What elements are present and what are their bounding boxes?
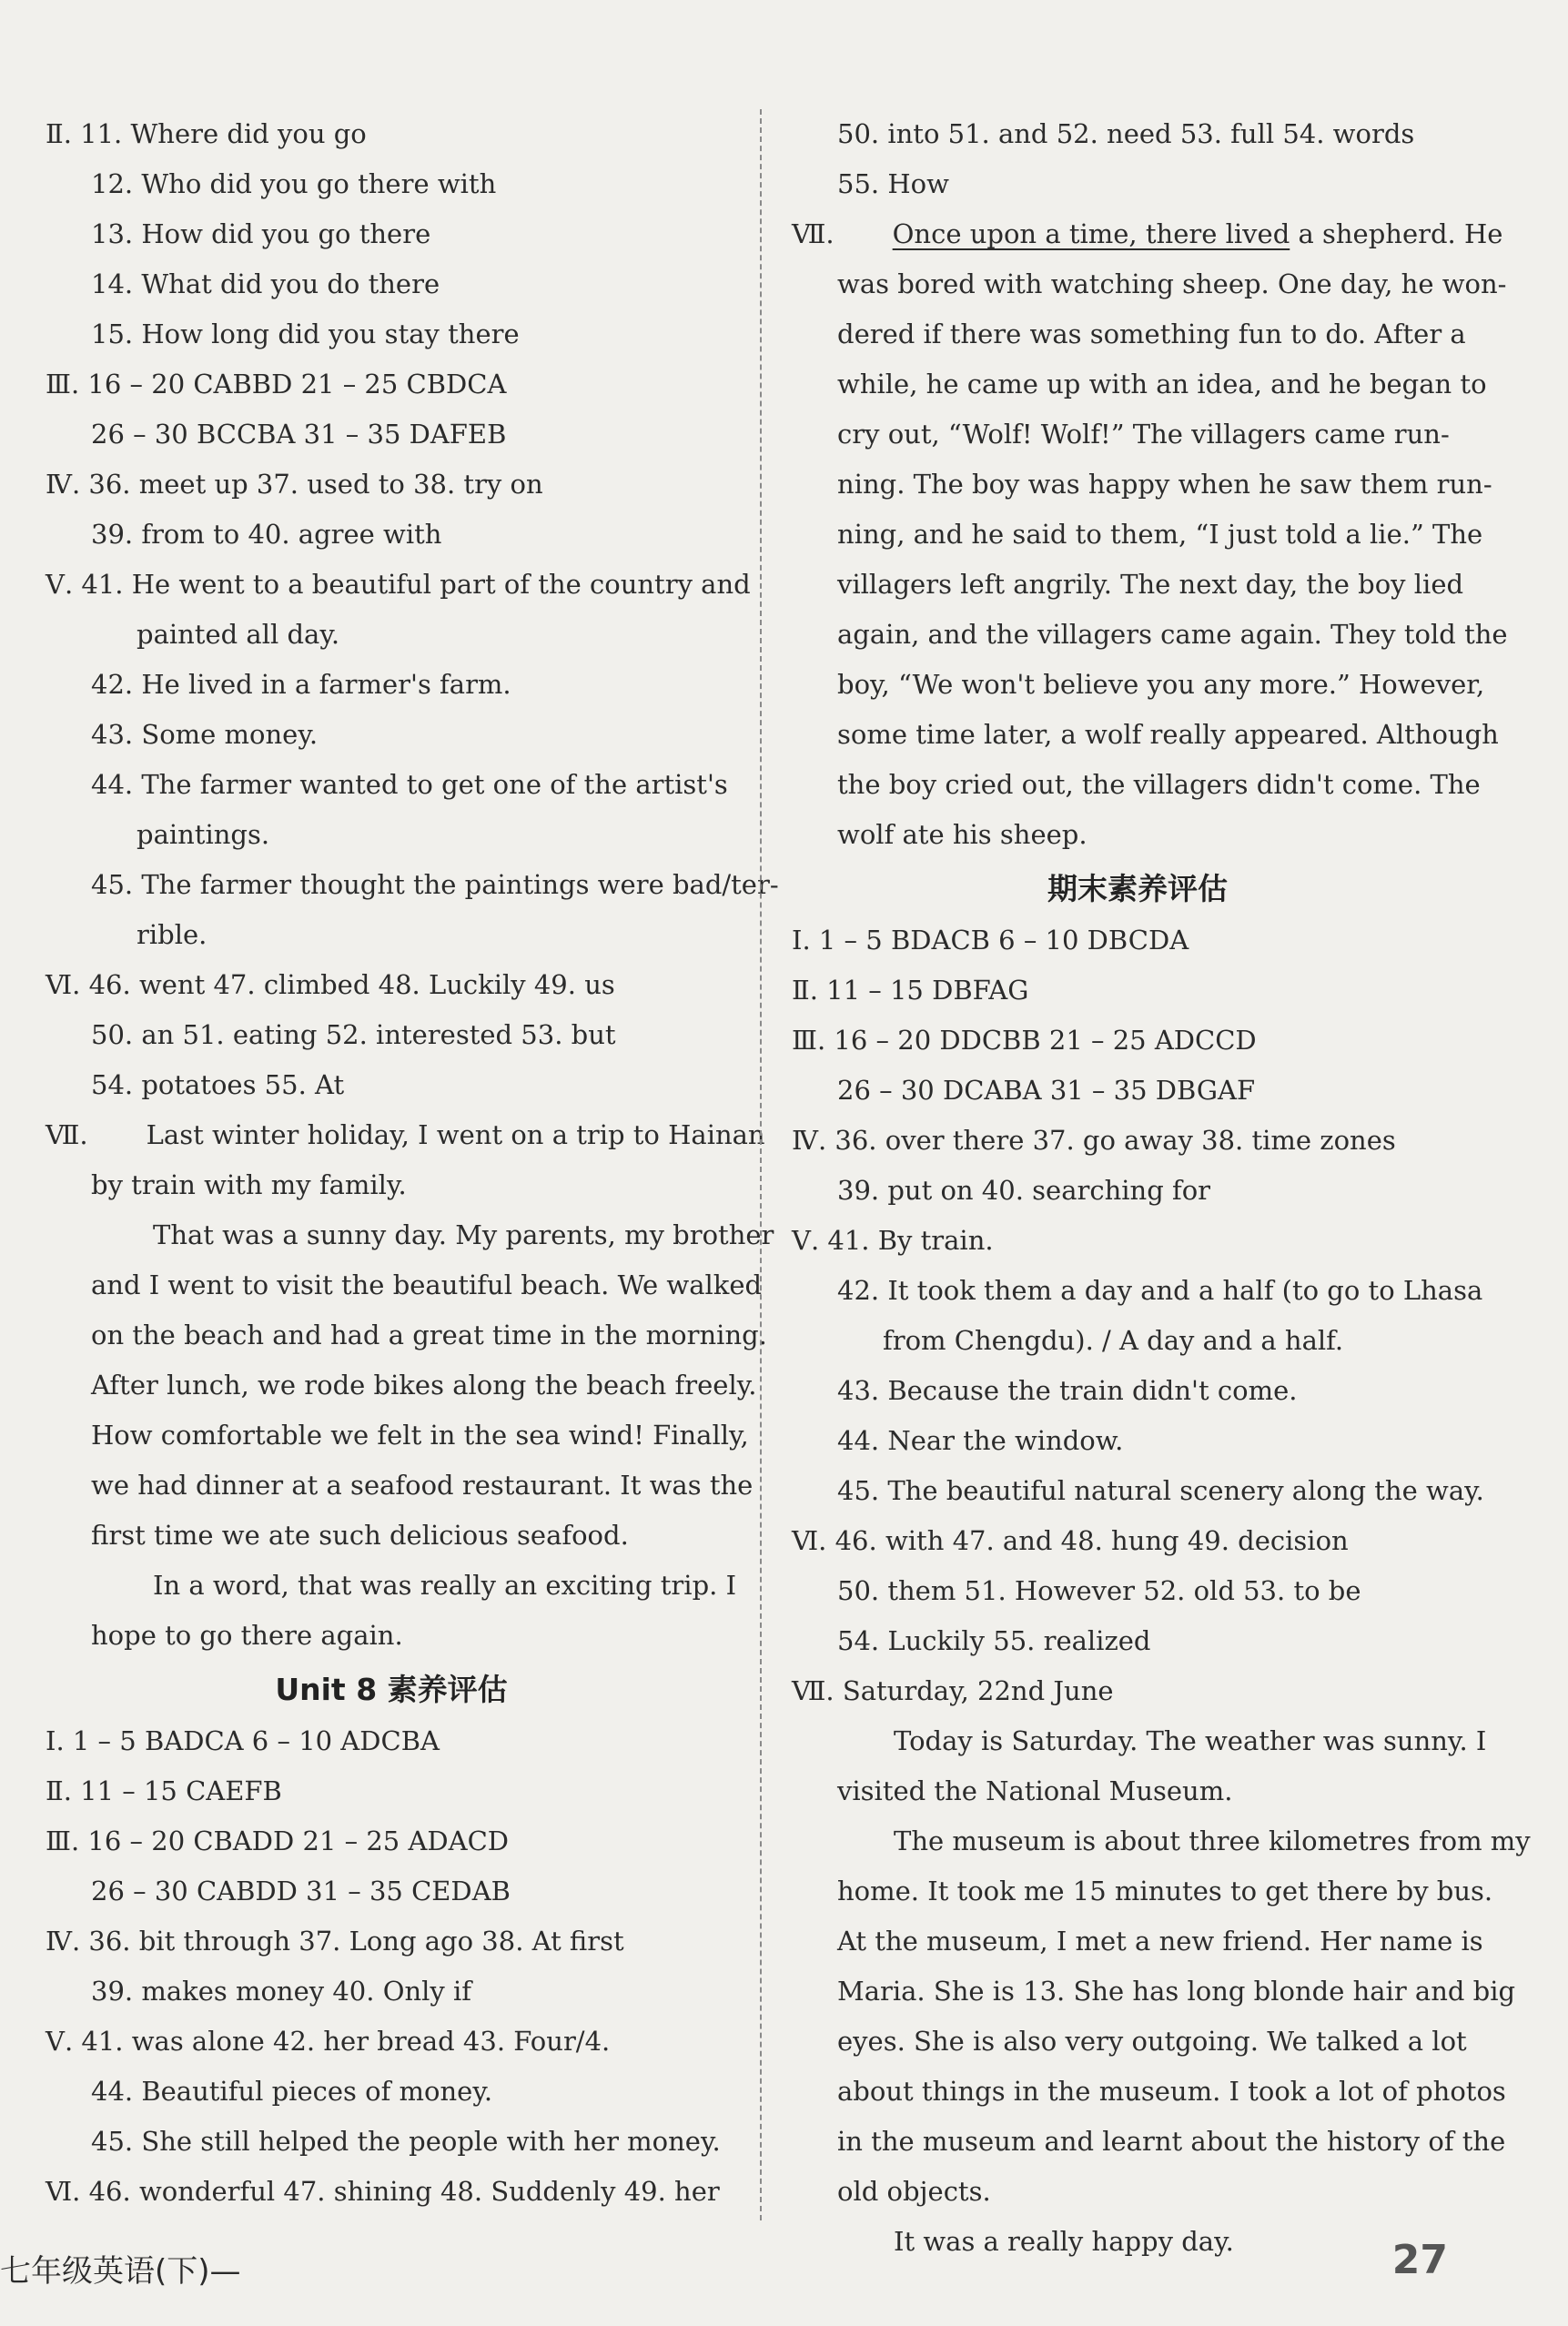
essay-line: while, he came up with an idea, and he began to bbox=[837, 369, 1487, 399]
answer-line: from Chengdu). / A day and a half. bbox=[883, 1325, 1344, 1356]
answer-line: Ⅳ. 36. over there 37. go away 38. time zones bbox=[792, 1125, 1396, 1156]
answer-line: Ⅴ. 41. was alone 42. her bread 43. Four/4. bbox=[46, 2026, 611, 2057]
essay-line: first time we ate such delicious seafood. bbox=[91, 1520, 629, 1551]
essay-line: home. It took me 15 minutes to get there by bus. bbox=[837, 1876, 1493, 1906]
answer-line: 45. The beautiful natural scenery along the way. bbox=[837, 1475, 1484, 1506]
essay-line: and I went to visit the beautiful beach. We walked bbox=[91, 1269, 763, 1300]
essay-line: boy, “We won't believe you any more.” However, bbox=[837, 669, 1485, 700]
essay-line: some time later, a wolf really appeared. Although bbox=[837, 719, 1499, 750]
answer-line: Ⅵ. 46. went 47. climbed 48. Luckily 49. us bbox=[46, 969, 615, 1000]
essay-line: on the beach and had a great time in the morning. bbox=[91, 1320, 767, 1350]
answer-line: Ⅱ. 11 – 15 CAEFB bbox=[46, 1775, 282, 1806]
answer-line: Ⅲ. 16 – 20 CABBD 21 – 25 CBDCA bbox=[46, 369, 507, 399]
essay-line: visited the National Museum. bbox=[837, 1775, 1233, 1806]
answer-line: 39. makes money 40. Only if bbox=[91, 1976, 472, 2007]
essay-line bbox=[46, 1110, 765, 1160]
essay-line: dered if there was something fun to do. After a bbox=[837, 319, 1466, 349]
essay-line: The museum is about three kilometres from my bbox=[894, 1825, 1531, 1856]
answer-line: 43. Because the train didn't come. bbox=[837, 1375, 1298, 1406]
answer-line: 43. Some money. bbox=[91, 719, 319, 750]
answer-line: 26 – 30 BCCBA 31 – 35 DAFEB bbox=[91, 419, 507, 450]
answer-line: 26 – 30 CABDD 31 – 35 CEDAB bbox=[91, 1876, 511, 1906]
section-marker: Ⅶ. bbox=[792, 218, 835, 249]
answer-line: Ⅰ. 1 – 5 BADCA 6 – 10 ADCBA bbox=[46, 1725, 440, 1756]
answer-line: Ⅶ. Saturday, 22nd June bbox=[792, 1675, 1114, 1706]
essay-line: It was a really happy day. bbox=[894, 2226, 1234, 2257]
answer-line: rible. bbox=[137, 919, 207, 950]
essay-line: again, and the villagers came again. They told the bbox=[837, 619, 1508, 650]
essay-line: cry out, “Wolf! Wolf!” The villagers came run- bbox=[837, 419, 1450, 450]
essay-line: After lunch, we rode bikes along the beach freely. bbox=[91, 1370, 757, 1401]
essay-line: old objects. bbox=[837, 2176, 991, 2207]
answer-line: 39. put on 40. searching for bbox=[837, 1175, 1211, 1206]
essay-line: wolf ate his sheep. bbox=[837, 819, 1087, 850]
essay-line: about things in the museum. I took a lot of photos bbox=[837, 2076, 1506, 2107]
answer-line: 45. The farmer thought the paintings were bad/ter- bbox=[91, 869, 779, 900]
essay-line: That was a sunny day. My parents, my brother bbox=[153, 1219, 774, 1250]
answer-line: 54. Luckily 55. realized bbox=[837, 1625, 1151, 1656]
answer-line: 42. It took them a day and a half (to go to Lhasa bbox=[837, 1275, 1483, 1306]
essay-text: Last winter holiday, I went on a trip to Hainan bbox=[146, 1119, 765, 1150]
essay-line: the boy cried out, the villagers didn't come. The bbox=[837, 769, 1481, 800]
answer-line: 26 – 30 DCABA 31 – 35 DBGAF bbox=[837, 1075, 1256, 1106]
answer-line: 45. She still helped the people with her money. bbox=[91, 2126, 721, 2157]
answer-line: painted all day. bbox=[137, 619, 340, 650]
essay-line: in the museum and learnt about the history of the bbox=[837, 2126, 1506, 2157]
answer-line: Ⅴ. 41. By train. bbox=[792, 1225, 994, 1256]
essay-line: At the museum, I met a new friend. Her name is bbox=[837, 1926, 1483, 1957]
essay-line: villagers left angrily. The next day, the boy lied bbox=[837, 569, 1464, 600]
essay-line: How comfortable we felt in the sea wind! Finally, bbox=[91, 1420, 749, 1451]
answer-line: Ⅲ. 16 – 20 DDCBB 21 – 25 ADCCD bbox=[792, 1025, 1257, 1056]
unit8-heading: Unit 8 素养评估 bbox=[275, 1672, 508, 1707]
answer-line: Ⅳ. 36. bit through 37. Long ago 38. At first bbox=[46, 1926, 624, 1957]
essay-line: Today is Saturday. The weather was sunny. I bbox=[894, 1725, 1487, 1756]
essay-line: In a word, that was really an exciting trip. I bbox=[153, 1570, 737, 1601]
answer-line: Ⅱ. 11. Where did you go bbox=[46, 118, 367, 149]
final-exam-heading: 期末素养评估 bbox=[1047, 871, 1228, 906]
answer-line: 50. them 51. However 52. old 53. to be bbox=[837, 1575, 1361, 1606]
answer-line: Ⅱ. 11 – 15 DBFAG bbox=[792, 975, 1029, 1006]
answer-line: 50. an 51. eating 52. interested 53. but bbox=[91, 1019, 616, 1050]
left-column bbox=[46, 109, 779, 2217]
essay-line: eyes. She is also very outgoing. We talked a lot bbox=[837, 2026, 1467, 2057]
answer-line: 13. How did you go there bbox=[91, 218, 431, 249]
answer-line: Ⅵ. 46. with 47. and 48. hung 49. decision bbox=[792, 1525, 1349, 1556]
essay-line: Maria. She is 13. She has long blonde hair and big bbox=[837, 1976, 1516, 2007]
answer-line: Ⅵ. 46. wonderful 47. shining 48. Suddenly 49. her bbox=[46, 2176, 720, 2207]
essay-opening-underlined: Once upon a time, there lived bbox=[892, 218, 1290, 249]
page-number: 27 bbox=[1391, 2237, 1448, 2283]
essay-text: a shepherd. He bbox=[1298, 218, 1503, 249]
answer-line: 54. potatoes 55. At bbox=[91, 1069, 345, 1100]
essay-line: ning. The boy was happy when he saw them run- bbox=[837, 469, 1492, 500]
right-column bbox=[792, 109, 1531, 2267]
answer-line: Ⅴ. 41. He went to a beautiful part of the country and bbox=[46, 569, 751, 600]
answer-line: 39. from to 40. agree with bbox=[91, 519, 442, 550]
answer-line: Ⅳ. 36. meet up 37. used to 38. try on bbox=[46, 469, 543, 500]
column-divider bbox=[760, 109, 762, 2220]
essay-line bbox=[792, 209, 1503, 259]
answer-line: 14. What did you do there bbox=[91, 268, 440, 299]
section-marker: Ⅶ. bbox=[46, 1119, 88, 1150]
answer-line: paintings. bbox=[137, 819, 270, 850]
answer-line: 15. How long did you stay there bbox=[91, 319, 520, 349]
essay-line: we had dinner at a seafood restaurant. It was the bbox=[91, 1470, 754, 1501]
answer-line: 44. Beautiful pieces of money. bbox=[91, 2076, 493, 2107]
essay-line: hope to go there again. bbox=[91, 1620, 403, 1651]
answer-line: 12. Who did you go there with bbox=[91, 168, 497, 199]
answer-line: Ⅲ. 16 – 20 CBADD 21 – 25 ADACD bbox=[46, 1825, 510, 1856]
answer-line: 50. into 51. and 52. need 53. full 54. words bbox=[837, 118, 1415, 149]
essay-line: by train with my family. bbox=[91, 1169, 407, 1200]
answer-line: 44. Near the window. bbox=[837, 1425, 1124, 1456]
answer-line: Ⅰ. 1 – 5 BDACB 6 – 10 DBCDA bbox=[792, 925, 1189, 956]
answer-line: 42. He lived in a farmer's farm. bbox=[91, 669, 511, 700]
book-title-footer: 七年级英语(下)— bbox=[0, 2253, 241, 2290]
answer-line: 55. How bbox=[837, 168, 949, 199]
answer-line: 44. The farmer wanted to get one of the artist's bbox=[91, 769, 728, 800]
essay-line: was bored with watching sheep. One day, he won- bbox=[837, 268, 1507, 299]
essay-line: ning, and he said to them, “I just told a lie.” The bbox=[837, 519, 1483, 550]
